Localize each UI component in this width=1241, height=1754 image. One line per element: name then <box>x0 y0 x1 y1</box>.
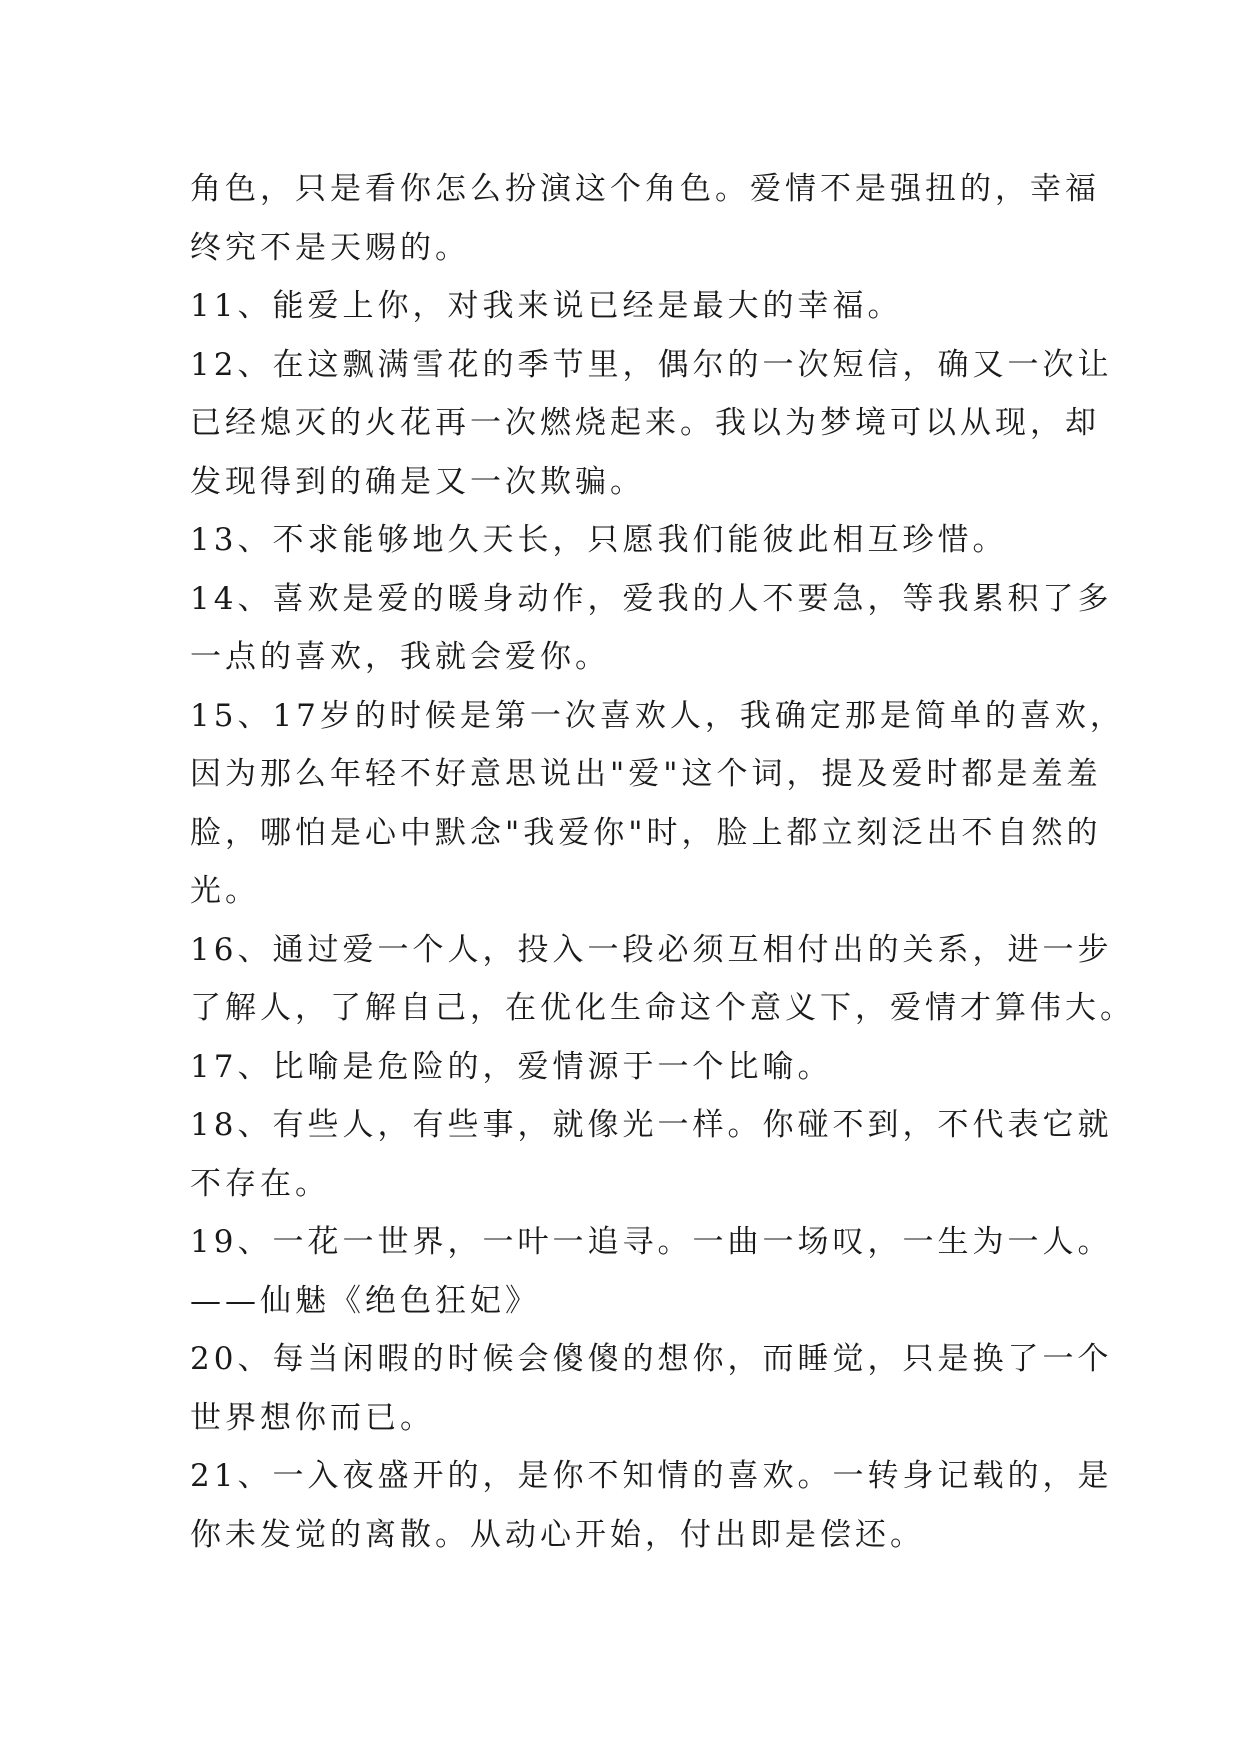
text-line: 11、能爱上你，对我来说已经是最大的幸福。 <box>190 288 903 324</box>
text-line: 不存在。 <box>190 1165 330 1202</box>
paragraph <box>190 336 1113 512</box>
text-line: 已经熄灭的火花再一次燃烧起来。我以为梦境可以从现，却 <box>190 405 1100 441</box>
text-line: 14、喜欢是爱的暖身动作，爱我的人不要急，等我累积了多 <box>190 580 1113 617</box>
text-line: 脸，哪怕是心中默念"我爱你"时，脸上都立刻泛出不自然的 <box>190 814 1102 851</box>
text-line: 发现得到的确是又一次欺骗。 <box>190 463 645 500</box>
text-line: 13、不求能够地久天长，只愿我们能彼此相互珍惜。 <box>190 522 1008 558</box>
paragraph <box>190 1447 1113 1564</box>
paragraph <box>190 1330 1113 1447</box>
text-line: 光。 <box>190 873 260 909</box>
paragraph <box>190 1096 1113 1213</box>
text-line: 终究不是天赐的。 <box>190 229 470 266</box>
text-line: 16、通过爱一个人，投入一段必须互相付出的关系，进一步 <box>190 931 1113 968</box>
text-line: 15、17岁的时候是第一次喜欢人，我确定那是简单的喜欢， <box>190 697 1125 734</box>
paragraph <box>190 570 1113 687</box>
text-line: 12、在这飘满雪花的季节里，偶尔的一次短信，确又一次让 <box>190 346 1113 383</box>
text-line: 17、比喻是危险的，爱情源于一个比喻。 <box>190 1048 833 1085</box>
paragraph <box>190 511 1070 570</box>
text-line: 20、每当闲暇的时候会傻傻的想你，而睡觉，只是换了一个 <box>190 1341 1113 1377</box>
text-line: 19、一花一世界，一叶一追寻。一曲一场叹，一生为一人。 <box>190 1224 1113 1260</box>
paragraph <box>190 277 1070 336</box>
text-line: 21、一入夜盛开的，是你不知情的喜欢。一转身记载的，是 <box>190 1458 1113 1494</box>
text-line: 了解人，了解自己，在优化生命这个意义下，爱情才算伟大。 <box>190 990 1135 1026</box>
text-line: 一点的喜欢，我就会爱你。 <box>190 639 610 675</box>
text-line: 18、有些人，有些事，就像光一样。你碰不到，不代表它就 <box>190 1107 1113 1143</box>
text-line: 角色，只是看你怎么扮演这个角色。爱情不是强扭的，幸福 <box>190 171 1100 207</box>
paragraph <box>190 1038 1070 1097</box>
paragraph <box>190 921 1135 1038</box>
paragraph <box>190 687 1125 921</box>
text-line: 你未发觉的离散。从动心开始，付出即是偿还。 <box>190 1516 925 1553</box>
paragraph <box>190 160 1100 277</box>
document-body <box>190 160 1135 1564</box>
text-line: 世界想你而已。 <box>190 1399 435 1436</box>
text-line: ——仙魅《绝色狂妃》 <box>190 1282 540 1319</box>
paragraph <box>190 1213 1113 1330</box>
text-line: 因为那么年轻不好意思说出"爱"这个词，提及爱时都是羞羞 <box>190 756 1102 792</box>
